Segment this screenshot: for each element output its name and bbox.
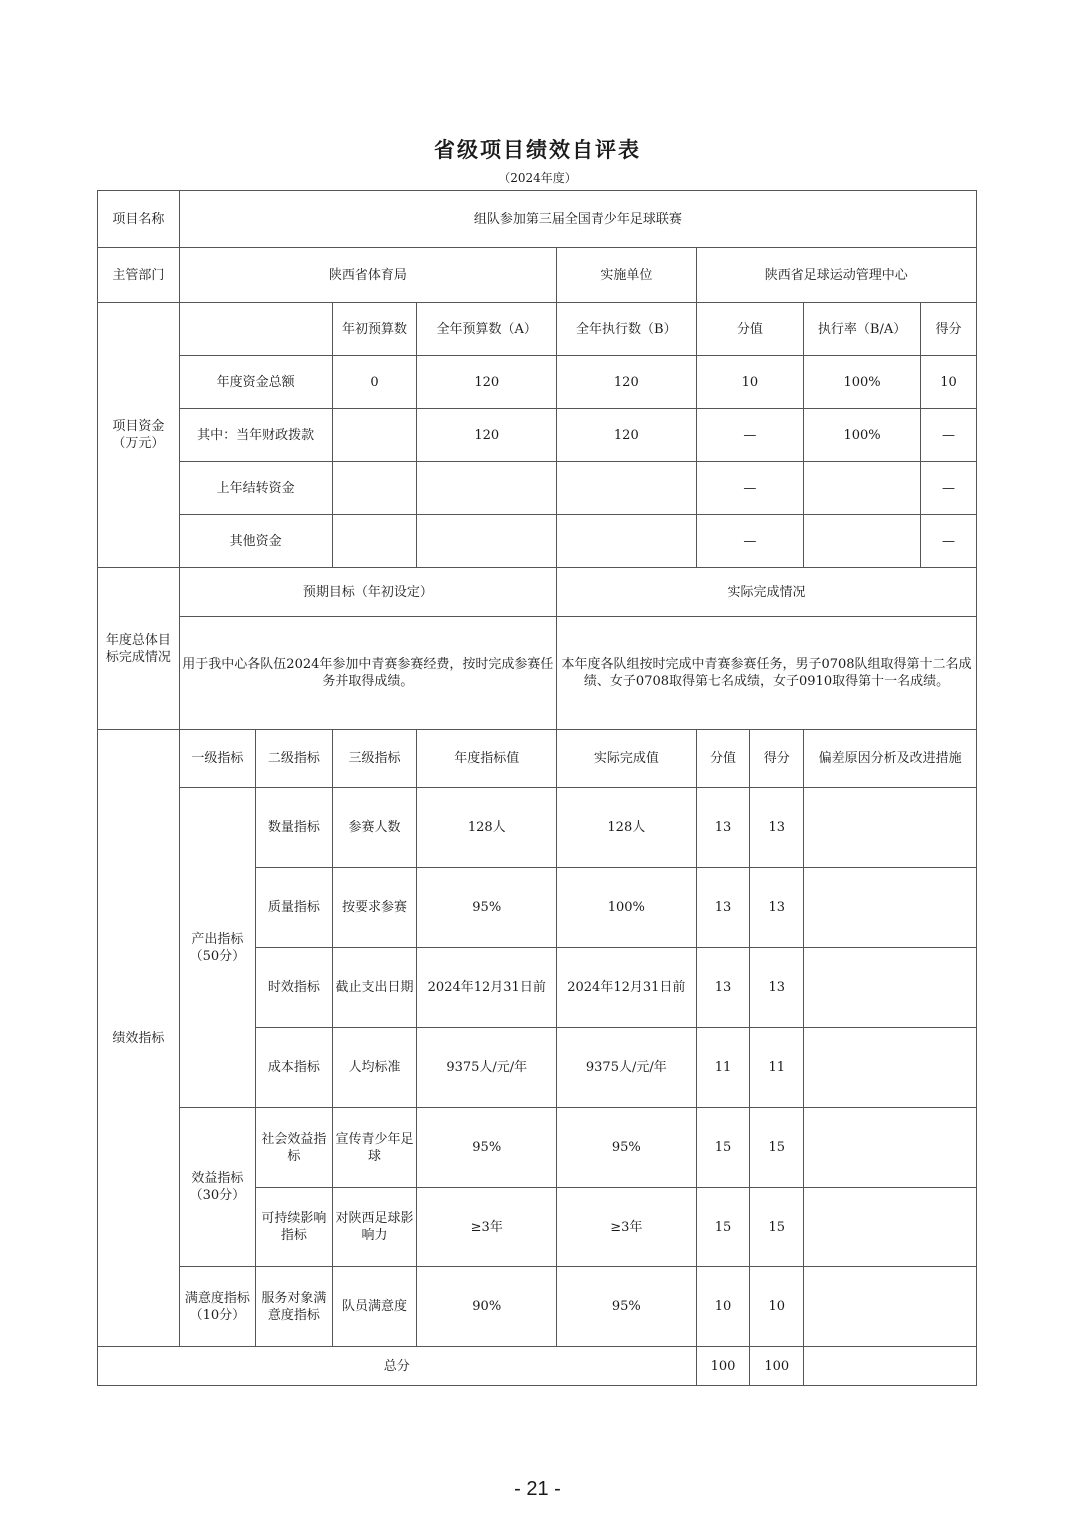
total-note xyxy=(804,1347,977,1386)
actual-cell: 100% xyxy=(557,868,697,948)
funds-annual: 120 xyxy=(417,356,557,409)
funds-initial xyxy=(332,515,417,568)
funds-header-executed: 全年执行数（B） xyxy=(557,303,697,356)
funds-rate: 100% xyxy=(804,356,921,409)
goals-content-row xyxy=(98,617,977,730)
funds-label: 项目资金（万元） xyxy=(98,303,180,568)
funds-annual xyxy=(417,462,557,515)
funds-score-value: — xyxy=(696,515,804,568)
funds-rate xyxy=(804,515,921,568)
funds-header-score: 得分 xyxy=(920,303,976,356)
level2-cell: 成本指标 xyxy=(256,1028,333,1108)
goals-actual-label: 实际完成情况 xyxy=(557,568,977,617)
target-cell: 95% xyxy=(417,1108,557,1188)
impl-value: 陕西省足球运动管理中心 xyxy=(696,248,976,303)
goals-header-row xyxy=(98,568,977,617)
level3-cell: 参赛人数 xyxy=(332,788,417,868)
note-cell xyxy=(804,788,977,868)
ind-header-level2: 二级指标 xyxy=(256,730,333,788)
level3-cell: 宣传青少年足球 xyxy=(332,1108,417,1188)
score-cell: 13 xyxy=(750,788,804,868)
actual-cell: 95% xyxy=(557,1108,697,1188)
level1-output: 产出指标（50分） xyxy=(179,788,256,1108)
funds-initial: 0 xyxy=(332,356,417,409)
target-cell: ≥3年 xyxy=(417,1188,557,1267)
level2-cell: 社会效益指标 xyxy=(256,1108,333,1188)
page-title: 省级项目绩效自评表 xyxy=(434,137,641,162)
funds-row xyxy=(98,356,977,409)
funds-score: — xyxy=(920,462,976,515)
ind-header-score-value: 分值 xyxy=(696,730,750,788)
funds-score-value: — xyxy=(696,409,804,462)
level1-benefit: 效益指标（30分） xyxy=(179,1108,256,1267)
impl-label: 实施单位 xyxy=(557,248,697,303)
funds-row-name: 年度资金总额 xyxy=(179,356,332,409)
ind-header-level3: 三级指标 xyxy=(332,730,417,788)
ind-header-note: 偏差原因分析及改进措施 xyxy=(804,730,977,788)
indicator-row xyxy=(98,788,977,868)
ind-header-level1: 一级指标 xyxy=(179,730,256,788)
funds-executed: 120 xyxy=(557,409,697,462)
funds-rate: 100% xyxy=(804,409,921,462)
indicator-row xyxy=(98,1267,977,1347)
score-cell: 15 xyxy=(750,1108,804,1188)
target-cell: 9375人/元/年 xyxy=(417,1028,557,1108)
indicator-row xyxy=(98,1108,977,1188)
funds-executed: 120 xyxy=(557,356,697,409)
target-cell: 2024年12月31日前 xyxy=(417,948,557,1028)
total-row xyxy=(98,1347,977,1386)
funds-annual: 120 xyxy=(417,409,557,462)
funds-score-value: 10 xyxy=(696,356,804,409)
funds-header-rate: 执行率（B/A） xyxy=(804,303,921,356)
funds-header-initial: 年初预算数 xyxy=(332,303,417,356)
ind-header-score: 得分 xyxy=(750,730,804,788)
score-cell: 13 xyxy=(750,868,804,948)
level2-cell: 时效指标 xyxy=(256,948,333,1028)
funds-score: — xyxy=(920,409,976,462)
level2-cell: 可持续影响指标 xyxy=(256,1188,333,1267)
level1-satisfaction: 满意度指标（10分） xyxy=(179,1267,256,1347)
funds-score-value: — xyxy=(696,462,804,515)
actual-cell: 95% xyxy=(557,1267,697,1347)
target-cell: 90% xyxy=(417,1267,557,1347)
note-cell xyxy=(804,868,977,948)
dept-value: 陕西省体育局 xyxy=(179,248,556,303)
funds-header-row xyxy=(98,303,977,356)
note-cell xyxy=(804,1028,977,1108)
level2-cell: 质量指标 xyxy=(256,868,333,948)
funds-executed xyxy=(557,462,697,515)
note-cell xyxy=(804,948,977,1028)
score-value-cell: 10 xyxy=(696,1267,750,1347)
score-cell: 11 xyxy=(750,1028,804,1108)
funds-initial xyxy=(332,462,417,515)
page-number: - 21 - xyxy=(514,1478,561,1500)
level2-cell: 数量指标 xyxy=(256,788,333,868)
target-cell: 95% xyxy=(417,868,557,948)
note-cell xyxy=(804,1267,977,1347)
score-value-cell: 13 xyxy=(696,948,750,1028)
project-name-value: 组队参加第三届全国青少年足球联赛 xyxy=(179,191,976,248)
indicators-label: 绩效指标 xyxy=(98,730,180,1347)
ind-header-target: 年度指标值 xyxy=(417,730,557,788)
level3-cell: 截止支出日期 xyxy=(332,948,417,1028)
funds-row xyxy=(98,409,977,462)
ind-header-actual: 实际完成值 xyxy=(557,730,697,788)
score-cell: 15 xyxy=(750,1188,804,1267)
actual-cell: 2024年12月31日前 xyxy=(557,948,697,1028)
level2-cell: 服务对象满意度指标 xyxy=(256,1267,333,1347)
goals-expected-text: 用于我中心各队伍2024年参加中青赛参赛经费，按时完成参赛任务并取得成绩。 xyxy=(179,617,556,730)
score-cell: 13 xyxy=(750,948,804,1028)
level3-cell: 按要求参赛 xyxy=(332,868,417,948)
dept-label: 主管部门 xyxy=(98,248,180,303)
funds-row-name: 其中：当年财政拨款 xyxy=(179,409,332,462)
score-value-cell: 15 xyxy=(696,1108,750,1188)
total-score-value: 100 xyxy=(696,1347,750,1386)
level3-cell: 人均标准 xyxy=(332,1028,417,1108)
actual-cell: ≥3年 xyxy=(557,1188,697,1267)
total-label: 总分 xyxy=(98,1347,697,1386)
funds-rate xyxy=(804,462,921,515)
department-row xyxy=(98,248,977,303)
actual-cell: 9375人/元/年 xyxy=(557,1028,697,1108)
score-value-cell: 13 xyxy=(696,868,750,948)
goals-label: 年度总体目标完成情况 xyxy=(98,568,180,730)
funds-score: — xyxy=(920,515,976,568)
page-subtitle: （2024年度） xyxy=(498,171,577,185)
funds-row xyxy=(98,515,977,568)
indicators-header-row xyxy=(98,730,977,788)
funds-initial xyxy=(332,409,417,462)
actual-cell: 128人 xyxy=(557,788,697,868)
evaluation-table xyxy=(97,190,977,1386)
funds-row xyxy=(98,462,977,515)
funds-row-name: 上年结转资金 xyxy=(179,462,332,515)
score-value-cell: 13 xyxy=(696,788,750,868)
funds-executed xyxy=(557,515,697,568)
funds-header-score-value: 分值 xyxy=(696,303,804,356)
level3-cell: 对陕西足球影响力 xyxy=(332,1188,417,1267)
funds-row-name: 其他资金 xyxy=(179,515,332,568)
project-name-row xyxy=(98,191,977,248)
funds-header-blank xyxy=(179,303,332,356)
goals-actual-text: 本年度各队组按时完成中青赛参赛任务，男子0708队组取得第十二名成绩、女子0708取得第七名成绩，女子0910取得第十一名成绩。 xyxy=(557,617,977,730)
score-value-cell: 11 xyxy=(696,1028,750,1108)
target-cell: 128人 xyxy=(417,788,557,868)
total-score: 100 xyxy=(750,1347,804,1386)
funds-score: 10 xyxy=(920,356,976,409)
score-value-cell: 15 xyxy=(696,1188,750,1267)
note-cell xyxy=(804,1188,977,1267)
funds-annual xyxy=(417,515,557,568)
score-cell: 10 xyxy=(750,1267,804,1347)
goals-expected-label: 预期目标（年初设定） xyxy=(179,568,556,617)
level3-cell: 队员满意度 xyxy=(332,1267,417,1347)
project-name-label: 项目名称 xyxy=(98,191,180,248)
note-cell xyxy=(804,1108,977,1188)
funds-header-annual: 全年预算数（A） xyxy=(417,303,557,356)
